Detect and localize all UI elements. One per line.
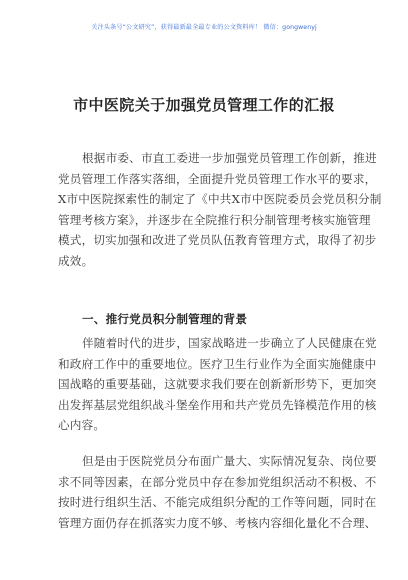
paragraph-3 bbox=[58, 451, 377, 533]
paragraph-2 bbox=[58, 333, 377, 436]
paragraph-line: 和政府工作中的重要地位。医疗卫生行业作为全面实施健康中 bbox=[58, 356, 377, 371]
paragraph-line: 国战略的重要基础，这就要求我们要在创新新形势下，更加突 bbox=[58, 377, 377, 391]
paragraph-line: 心内容。 bbox=[58, 418, 106, 432]
paragraph-line: 按时进行组织生活、不能完成组织分配的工作等问题，同时在 bbox=[58, 495, 377, 509]
paragraph-line: 模式，切实加强和改进了党员队伍教育管理方式，取得了初步 bbox=[58, 233, 377, 247]
paragraph-line: 成效。 bbox=[58, 253, 94, 268]
header-note: 关注头条号“公文研究”，获得最新最全最专业的公文资料库！ 微信：gongwenyj bbox=[91, 24, 317, 31]
paragraph-line: X市中医院探索性的制定了《中共X市中医院委员会党员积分制 bbox=[58, 192, 382, 206]
paragraph-line: 伴随着时代的进步，国家战略进一步确立了人民健康在党 bbox=[82, 336, 377, 350]
paragraph-line: 出发挥基层党组织战斗堡垒作用和共产党员先锋模范作用的核 bbox=[58, 397, 377, 412]
section-heading: 一、推行党员积分制管理的背景 bbox=[82, 312, 248, 326]
paragraph-line: 管理方面仍存在抓落实力度不够、考核内容细化量化不合理、 bbox=[58, 515, 377, 530]
paragraph-line: 根据市委、市直工委进一步加强党员管理工作创新，推进 bbox=[82, 151, 377, 165]
paragraph-line: 管理考核方案》，并逐步在全院推行积分制管理考核实施管理 bbox=[58, 212, 371, 227]
document-title: 市中医院关于加强党员管理工作的汇报 bbox=[73, 96, 335, 114]
paragraph-line: 求不同等因素，在部分党员中存在参加党组织活动不积极、不 bbox=[58, 474, 377, 489]
paragraph-line: 但是由于医院党员分布面广量大、实际情况复杂、岗位要 bbox=[82, 454, 377, 468]
paragraph-line: 党员管理工作落实落细，全面提升党员管理工作水平的要求， bbox=[58, 171, 377, 186]
paragraph-1 bbox=[58, 148, 382, 271]
